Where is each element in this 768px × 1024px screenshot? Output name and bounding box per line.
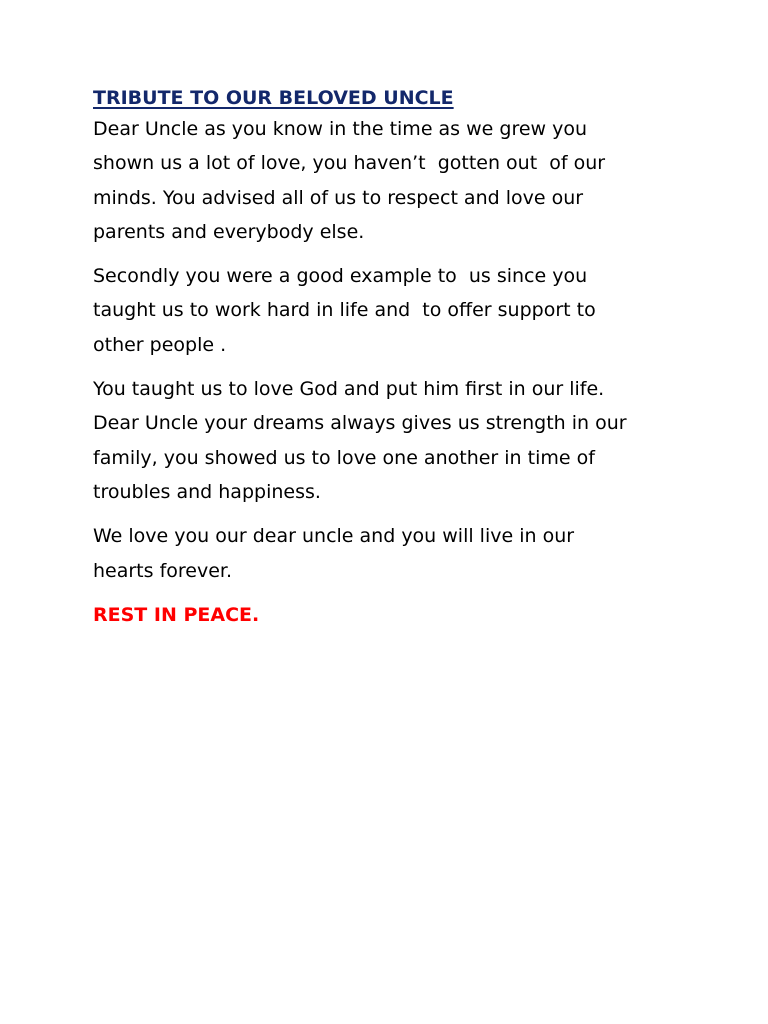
paragraph-line: hearts forever.: [93, 559, 233, 582]
paragraph-3: [93, 372, 693, 509]
paragraph-4: [93, 519, 693, 588]
paragraph-line: parents and everybody else.: [93, 220, 365, 243]
paragraph-line: Dear Uncle your dreams always gives us strength in our: [93, 412, 627, 435]
document-content: [93, 84, 693, 632]
paragraph-line: taught us to work hard in life and to offer support to: [93, 299, 596, 322]
paragraph-2: [93, 259, 693, 362]
paragraph-line: Dear Uncle as you know in the time as we grew you: [93, 118, 588, 140]
paragraph-line: troubles and happiness.: [93, 480, 321, 503]
paragraph-line: Secondly you were a good example to us since you: [93, 265, 588, 288]
paragraph-line: You taught us to love God and put him first in our life.: [93, 378, 605, 401]
paragraph-line: other people .: [93, 333, 227, 356]
paragraph-line: family, you showed us to love one another in time of: [93, 446, 595, 469]
paragraph-line: shown us a lot of love, you haven’t gotten out of our: [93, 152, 606, 175]
closing-text: REST IN PEACE.: [93, 603, 260, 626]
paragraph-line: minds. You advised all of us to respect and love our: [93, 186, 584, 209]
paragraph-line: We love you our dear uncle and you will live in our: [93, 525, 575, 548]
document-title: TRIBUTE TO OUR BELOVED UNCLE: [93, 87, 454, 109]
paragraph-1: [93, 112, 693, 249]
